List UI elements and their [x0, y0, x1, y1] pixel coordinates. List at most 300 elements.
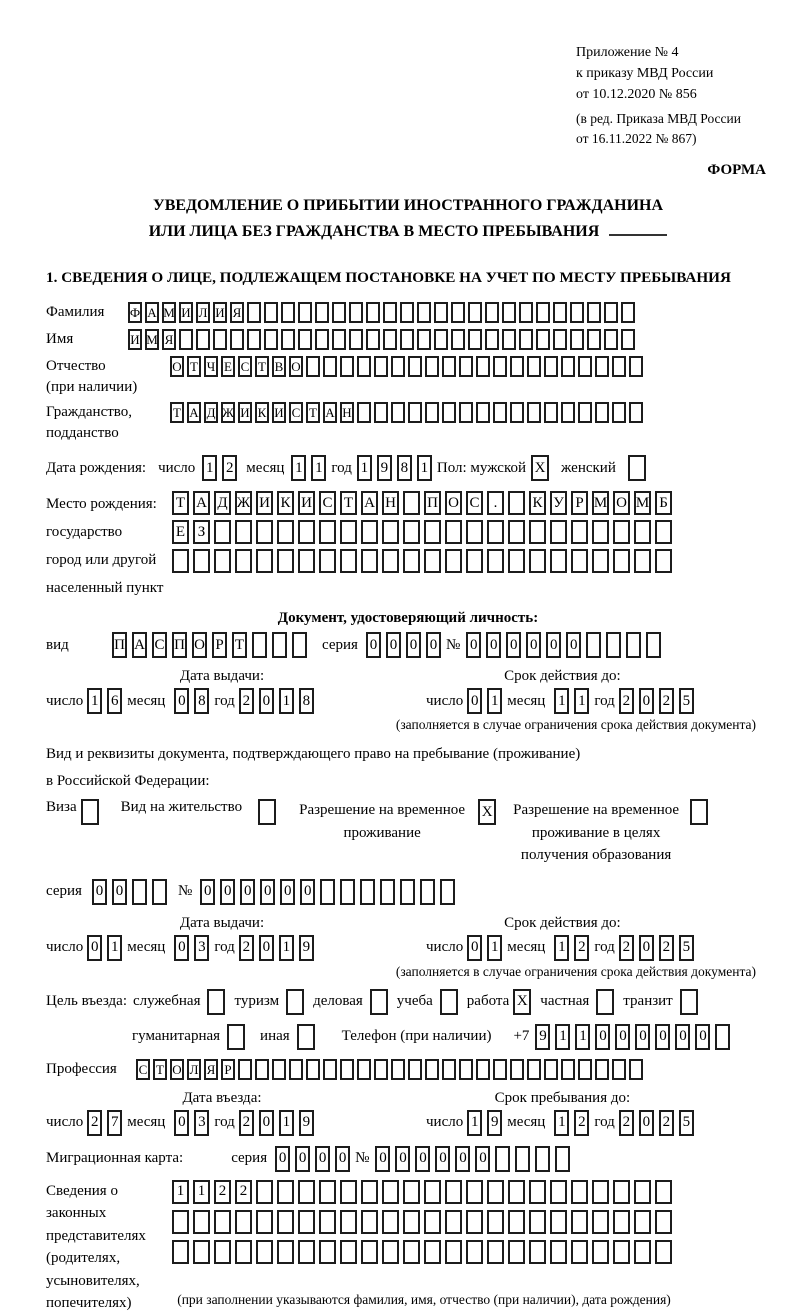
char-box[interactable] [298, 1180, 315, 1204]
char-box[interactable] [451, 302, 465, 323]
char-box[interactable]: 0 [315, 1146, 330, 1172]
char-box[interactable] [495, 1146, 510, 1172]
char-box[interactable]: И [298, 491, 315, 515]
char-box[interactable] [442, 1059, 456, 1080]
char-box[interactable] [400, 302, 414, 323]
char-box[interactable]: 2 [235, 1180, 252, 1204]
char-box[interactable]: И [272, 402, 286, 423]
char-box[interactable] [81, 799, 99, 825]
char-box[interactable]: Т [340, 491, 357, 515]
char-box[interactable]: С [319, 491, 336, 515]
char-box[interactable]: 9 [487, 1110, 502, 1136]
char-box[interactable]: 0 [200, 879, 215, 905]
char-box[interactable] [256, 520, 273, 544]
char-box[interactable] [319, 1210, 336, 1234]
char-box[interactable] [403, 549, 420, 573]
char-box[interactable]: 1 [554, 935, 569, 961]
char-box[interactable]: 0 [635, 1024, 650, 1050]
char-box[interactable] [646, 632, 661, 658]
char-box[interactable] [247, 329, 261, 350]
char-box[interactable] [445, 1180, 462, 1204]
char-box[interactable] [510, 402, 524, 423]
char-box[interactable]: Д [214, 491, 231, 515]
char-box[interactable] [272, 1059, 286, 1080]
char-box[interactable] [366, 329, 380, 350]
char-box[interactable] [476, 402, 490, 423]
char-box[interactable]: К [277, 491, 294, 515]
char-box[interactable]: 0 [240, 879, 255, 905]
char-box[interactable]: Т [232, 632, 247, 658]
char-box[interactable] [403, 520, 420, 544]
char-box[interactable] [193, 549, 210, 573]
char-box[interactable] [319, 520, 336, 544]
char-box[interactable]: М [634, 491, 651, 515]
char-box[interactable] [613, 520, 630, 544]
char-box[interactable] [286, 989, 304, 1015]
char-box[interactable]: Т [172, 491, 189, 515]
char-box[interactable]: 2 [239, 688, 254, 714]
char-box[interactable]: 1 [202, 455, 217, 481]
char-box[interactable] [535, 1146, 550, 1172]
char-box[interactable]: 1 [487, 688, 502, 714]
char-box[interactable]: Ж [235, 491, 252, 515]
char-box[interactable] [382, 520, 399, 544]
char-box[interactable]: 1 [291, 455, 306, 481]
char-box[interactable] [440, 989, 458, 1015]
char-box[interactable]: О [170, 1059, 184, 1080]
char-box[interactable]: Б [655, 491, 672, 515]
char-box[interactable]: 0 [366, 632, 381, 658]
char-box[interactable] [508, 520, 525, 544]
char-box[interactable] [360, 879, 375, 905]
char-box[interactable] [487, 520, 504, 544]
char-box[interactable] [592, 549, 609, 573]
char-box[interactable] [561, 1059, 575, 1080]
char-box[interactable] [298, 520, 315, 544]
char-box[interactable]: К [529, 491, 546, 515]
char-box[interactable]: 0 [260, 879, 275, 905]
char-box[interactable] [555, 1146, 570, 1172]
char-box[interactable] [502, 302, 516, 323]
char-box[interactable] [536, 329, 550, 350]
char-box[interactable] [445, 1210, 462, 1234]
char-box[interactable]: 2 [574, 935, 589, 961]
char-box[interactable] [680, 989, 698, 1015]
char-box[interactable] [207, 989, 225, 1015]
char-box[interactable]: И [213, 302, 227, 323]
char-box[interactable]: Т [306, 402, 320, 423]
char-box[interactable]: 3 [194, 935, 209, 961]
char-box[interactable] [193, 1210, 210, 1234]
char-box[interactable] [571, 549, 588, 573]
char-box[interactable]: 9 [299, 935, 314, 961]
char-box[interactable] [655, 549, 672, 573]
char-box[interactable] [629, 1059, 643, 1080]
char-box[interactable] [361, 520, 378, 544]
char-box[interactable] [315, 329, 329, 350]
char-box[interactable] [451, 329, 465, 350]
char-box[interactable] [550, 1210, 567, 1234]
char-box[interactable]: 0 [655, 1024, 670, 1050]
char-box[interactable] [230, 329, 244, 350]
char-box[interactable]: 8 [194, 688, 209, 714]
char-box[interactable]: 1 [311, 455, 326, 481]
char-box[interactable]: Я [204, 1059, 218, 1080]
char-box[interactable] [277, 1210, 294, 1234]
char-box[interactable] [442, 356, 456, 377]
char-box[interactable]: 9 [377, 455, 392, 481]
char-box[interactable] [510, 1059, 524, 1080]
char-box[interactable] [634, 520, 651, 544]
char-box[interactable] [529, 549, 546, 573]
char-box[interactable] [340, 356, 354, 377]
purpose-work-checkbox[interactable] [513, 989, 531, 1015]
char-box[interactable] [550, 1240, 567, 1264]
char-box[interactable] [420, 879, 435, 905]
char-box[interactable]: С [466, 491, 483, 515]
char-box[interactable]: 0 [395, 1146, 410, 1172]
char-box[interactable] [193, 1240, 210, 1264]
char-box[interactable] [357, 356, 371, 377]
purpose-humanitarian-checkbox[interactable] [227, 1024, 245, 1050]
char-box[interactable]: 0 [475, 1146, 490, 1172]
char-box[interactable] [382, 1180, 399, 1204]
char-box[interactable] [357, 402, 371, 423]
char-box[interactable]: 1 [279, 688, 294, 714]
char-box[interactable]: П [112, 632, 127, 658]
char-box[interactable]: Ч [204, 356, 218, 377]
char-box[interactable] [424, 1240, 441, 1264]
char-box[interactable]: X [478, 799, 496, 825]
purpose-official-checkbox[interactable] [207, 989, 225, 1015]
char-box[interactable] [292, 632, 307, 658]
char-box[interactable] [361, 1240, 378, 1264]
purpose-other-checkbox[interactable] [297, 1024, 315, 1050]
char-box[interactable] [214, 549, 231, 573]
char-box[interactable] [626, 632, 641, 658]
char-box[interactable]: З [193, 520, 210, 544]
char-box[interactable] [527, 402, 541, 423]
char-box[interactable] [340, 520, 357, 544]
char-box[interactable] [424, 549, 441, 573]
char-box[interactable]: Е [221, 356, 235, 377]
char-box[interactable]: 0 [259, 935, 274, 961]
char-box[interactable]: 5 [679, 688, 694, 714]
char-box[interactable] [252, 632, 267, 658]
char-box[interactable] [298, 1210, 315, 1234]
char-box[interactable] [374, 356, 388, 377]
char-box[interactable]: 0 [566, 632, 581, 658]
char-box[interactable] [319, 1240, 336, 1264]
char-box[interactable] [612, 356, 626, 377]
char-box[interactable] [281, 302, 295, 323]
residence-permit-checkbox[interactable] [258, 799, 276, 825]
char-box[interactable] [235, 1240, 252, 1264]
char-box[interactable] [466, 1210, 483, 1234]
sex-male-checkbox[interactable] [531, 455, 549, 481]
char-box[interactable]: Я [230, 302, 244, 323]
char-box[interactable] [604, 302, 618, 323]
char-box[interactable]: А [187, 402, 201, 423]
char-box[interactable]: 2 [659, 1110, 674, 1136]
char-box[interactable]: 1 [172, 1180, 189, 1204]
char-box[interactable] [612, 1059, 626, 1080]
char-box[interactable]: 0 [280, 879, 295, 905]
char-box[interactable] [297, 1024, 315, 1050]
char-box[interactable] [655, 1210, 672, 1234]
char-box[interactable]: 2 [619, 1110, 634, 1136]
char-box[interactable]: П [172, 632, 187, 658]
char-box[interactable] [306, 1059, 320, 1080]
char-box[interactable] [374, 402, 388, 423]
char-box[interactable] [424, 1210, 441, 1234]
char-box[interactable] [655, 1180, 672, 1204]
char-box[interactable] [634, 549, 651, 573]
char-box[interactable]: И [128, 329, 142, 350]
char-box[interactable] [434, 302, 448, 323]
char-box[interactable] [417, 329, 431, 350]
char-box[interactable] [425, 356, 439, 377]
char-box[interactable]: 0 [375, 1146, 390, 1172]
char-box[interactable] [256, 549, 273, 573]
char-box[interactable] [172, 549, 189, 573]
char-box[interactable]: . [487, 491, 504, 515]
char-box[interactable] [493, 1059, 507, 1080]
purpose-transit-checkbox[interactable] [680, 989, 698, 1015]
char-box[interactable] [604, 329, 618, 350]
char-box[interactable] [612, 402, 626, 423]
char-box[interactable]: 0 [300, 879, 315, 905]
char-box[interactable] [595, 356, 609, 377]
char-box[interactable] [214, 1210, 231, 1234]
char-box[interactable]: 0 [406, 632, 421, 658]
char-box[interactable]: 1 [107, 935, 122, 961]
char-box[interactable] [570, 329, 584, 350]
char-box[interactable]: 9 [299, 1110, 314, 1136]
char-box[interactable] [487, 1210, 504, 1234]
char-box[interactable] [403, 491, 420, 515]
char-box[interactable] [655, 520, 672, 544]
char-box[interactable] [417, 302, 431, 323]
char-box[interactable]: 1 [279, 935, 294, 961]
char-box[interactable] [408, 1059, 422, 1080]
char-box[interactable]: Н [382, 491, 399, 515]
char-box[interactable] [340, 1180, 357, 1204]
char-box[interactable] [485, 302, 499, 323]
char-box[interactable] [592, 1210, 609, 1234]
char-box[interactable] [587, 329, 601, 350]
char-box[interactable] [235, 549, 252, 573]
char-box[interactable]: Ж [221, 402, 235, 423]
char-box[interactable] [425, 402, 439, 423]
char-box[interactable]: 2 [619, 688, 634, 714]
char-box[interactable] [715, 1024, 730, 1050]
char-box[interactable] [476, 1059, 490, 1080]
char-box[interactable]: 1 [487, 935, 502, 961]
visa-checkbox[interactable] [81, 799, 99, 825]
char-box[interactable] [383, 302, 397, 323]
char-box[interactable]: И [238, 402, 252, 423]
char-box[interactable] [459, 1059, 473, 1080]
char-box[interactable]: В [272, 356, 286, 377]
char-box[interactable]: 0 [639, 935, 654, 961]
char-box[interactable]: 0 [639, 1110, 654, 1136]
char-box[interactable] [634, 1210, 651, 1234]
char-box[interactable]: 0 [506, 632, 521, 658]
char-box[interactable]: 0 [435, 1146, 450, 1172]
char-box[interactable] [349, 329, 363, 350]
char-box[interactable]: Т [170, 402, 184, 423]
char-box[interactable]: 0 [486, 632, 501, 658]
char-box[interactable]: И [179, 302, 193, 323]
char-box[interactable]: 2 [222, 455, 237, 481]
char-box[interactable] [690, 799, 708, 825]
char-box[interactable]: 0 [455, 1146, 470, 1172]
char-box[interactable]: 5 [679, 1110, 694, 1136]
char-box[interactable] [445, 549, 462, 573]
char-box[interactable] [445, 1240, 462, 1264]
char-box[interactable]: А [145, 302, 159, 323]
char-box[interactable]: М [592, 491, 609, 515]
char-box[interactable] [400, 879, 415, 905]
char-box[interactable] [323, 1059, 337, 1080]
char-box[interactable] [466, 1180, 483, 1204]
char-box[interactable]: 0 [467, 935, 482, 961]
char-box[interactable] [592, 520, 609, 544]
char-box[interactable]: О [445, 491, 462, 515]
char-box[interactable] [628, 455, 646, 481]
char-box[interactable] [298, 302, 312, 323]
char-box[interactable] [382, 1240, 399, 1264]
char-box[interactable]: С [289, 402, 303, 423]
char-box[interactable] [382, 549, 399, 573]
char-box[interactable]: Я [162, 329, 176, 350]
char-box[interactable]: У [550, 491, 567, 515]
char-box[interactable] [289, 1059, 303, 1080]
char-box[interactable] [281, 329, 295, 350]
char-box[interactable] [550, 1180, 567, 1204]
char-box[interactable] [277, 520, 294, 544]
char-box[interactable] [621, 302, 635, 323]
edu-permit-checkbox[interactable] [690, 799, 708, 825]
char-box[interactable] [374, 1059, 388, 1080]
char-box[interactable] [578, 1059, 592, 1080]
char-box[interactable]: 1 [554, 688, 569, 714]
char-box[interactable] [315, 302, 329, 323]
char-box[interactable] [544, 356, 558, 377]
char-box[interactable] [323, 356, 337, 377]
char-box[interactable] [527, 1059, 541, 1080]
temp-permit-checkbox[interactable] [478, 799, 496, 825]
purpose-business-checkbox[interactable] [370, 989, 388, 1015]
char-box[interactable]: 1 [554, 1110, 569, 1136]
char-box[interactable]: Т [255, 356, 269, 377]
char-box[interactable] [256, 1180, 273, 1204]
char-box[interactable]: А [323, 402, 337, 423]
char-box[interactable] [529, 1180, 546, 1204]
char-box[interactable] [592, 1180, 609, 1204]
char-box[interactable] [613, 1240, 630, 1264]
char-box[interactable] [277, 1240, 294, 1264]
char-box[interactable] [595, 1059, 609, 1080]
char-box[interactable] [587, 302, 601, 323]
char-box[interactable] [408, 402, 422, 423]
char-box[interactable]: 0 [415, 1146, 430, 1172]
char-box[interactable] [424, 520, 441, 544]
char-box[interactable]: С [238, 356, 252, 377]
char-box[interactable]: А [361, 491, 378, 515]
char-box[interactable] [508, 491, 525, 515]
char-box[interactable]: 1 [574, 688, 589, 714]
char-box[interactable] [519, 302, 533, 323]
char-box[interactable] [570, 302, 584, 323]
char-box[interactable] [298, 1240, 315, 1264]
char-box[interactable]: 8 [397, 455, 412, 481]
char-box[interactable]: 1 [279, 1110, 294, 1136]
char-box[interactable] [634, 1240, 651, 1264]
char-box[interactable] [445, 520, 462, 544]
char-box[interactable] [382, 1210, 399, 1234]
char-box[interactable] [515, 1146, 530, 1172]
char-box[interactable]: И [256, 491, 273, 515]
char-box[interactable] [571, 1180, 588, 1204]
char-box[interactable]: М [145, 329, 159, 350]
char-box[interactable]: М [162, 302, 176, 323]
char-box[interactable] [361, 549, 378, 573]
char-box[interactable] [196, 329, 210, 350]
char-box[interactable]: 0 [220, 879, 235, 905]
char-box[interactable] [340, 549, 357, 573]
char-box[interactable]: 1 [555, 1024, 570, 1050]
char-box[interactable] [553, 302, 567, 323]
char-box[interactable] [508, 1180, 525, 1204]
char-box[interactable] [256, 1210, 273, 1234]
char-box[interactable] [298, 329, 312, 350]
char-box[interactable]: 0 [335, 1146, 350, 1172]
char-box[interactable] [529, 520, 546, 544]
char-box[interactable] [238, 1059, 252, 1080]
char-box[interactable] [550, 520, 567, 544]
char-box[interactable]: 0 [695, 1024, 710, 1050]
char-box[interactable] [440, 879, 455, 905]
char-box[interactable]: 0 [639, 688, 654, 714]
char-box[interactable] [578, 402, 592, 423]
char-box[interactable] [529, 1210, 546, 1234]
char-box[interactable] [578, 356, 592, 377]
char-box[interactable]: 0 [386, 632, 401, 658]
char-box[interactable] [258, 799, 276, 825]
char-box[interactable]: Т [187, 356, 201, 377]
char-box[interactable]: П [424, 491, 441, 515]
char-box[interactable]: 2 [239, 1110, 254, 1136]
char-box[interactable]: 0 [526, 632, 541, 658]
char-box[interactable] [468, 329, 482, 350]
char-box[interactable]: 0 [675, 1024, 690, 1050]
char-box[interactable] [391, 356, 405, 377]
char-box[interactable] [306, 356, 320, 377]
char-box[interactable] [400, 329, 414, 350]
char-box[interactable]: 0 [467, 688, 482, 714]
char-box[interactable]: 0 [174, 1110, 189, 1136]
char-box[interactable]: А [132, 632, 147, 658]
char-box[interactable] [340, 1059, 354, 1080]
char-box[interactable] [272, 632, 287, 658]
char-box[interactable] [629, 356, 643, 377]
char-box[interactable] [487, 1180, 504, 1204]
char-box[interactable] [403, 1240, 420, 1264]
char-box[interactable] [459, 356, 473, 377]
char-box[interactable] [442, 402, 456, 423]
